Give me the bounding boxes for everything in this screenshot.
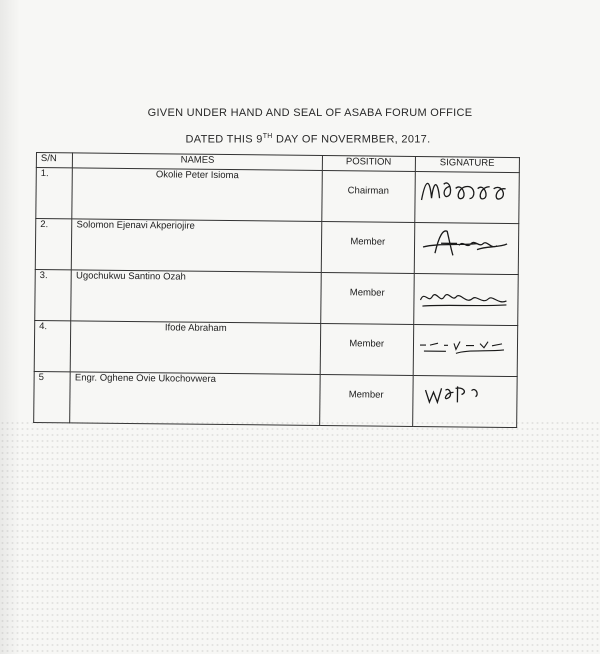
row-position: Chairman bbox=[322, 170, 415, 222]
signature-ugochukwu-icon bbox=[416, 276, 510, 311]
row-position: Member bbox=[320, 323, 413, 375]
row-signature bbox=[414, 171, 519, 223]
table-row bbox=[35, 269, 519, 325]
signature-okolie-icon bbox=[417, 174, 511, 207]
row-position: Member bbox=[321, 221, 414, 273]
row-signature bbox=[413, 273, 518, 325]
heading-seal-text: GIVEN UNDER HAND AND SEAL OF ASABA FORUM OFFICE bbox=[147, 107, 473, 119]
row-name: Ifode Abraham bbox=[70, 321, 320, 375]
heading-date-ordinal: TH bbox=[262, 133, 273, 140]
header-sn: S/N bbox=[36, 153, 72, 168]
members-table bbox=[33, 152, 520, 428]
row-name: Engr. Oghene Ovie Ukochovwera bbox=[70, 372, 320, 426]
row-sn: 4. bbox=[34, 320, 71, 371]
signature-solomon-icon bbox=[416, 225, 510, 260]
row-signature bbox=[413, 324, 518, 376]
table-row bbox=[36, 168, 520, 224]
row-name: Okolie Peter Isioma bbox=[72, 168, 322, 222]
row-sn: 2. bbox=[35, 219, 72, 270]
row-position: Member bbox=[320, 374, 413, 426]
header-signature: SIGNATURE bbox=[415, 156, 520, 172]
signature-oghene-icon bbox=[415, 378, 509, 409]
heading-date-prefix: DATED THIS 9 bbox=[185, 133, 263, 146]
row-position: Member bbox=[321, 272, 414, 324]
heading-date-suffix: DAY OF NOVERMBER, 2017. bbox=[272, 133, 431, 146]
row-signature bbox=[414, 222, 519, 274]
heading-seal-line bbox=[10, 107, 600, 119]
table-row bbox=[35, 219, 519, 275]
row-name: Solomon Ejenavi Akperiojire bbox=[72, 219, 322, 273]
header-names: NAMES bbox=[73, 153, 323, 171]
header-position: POSITION bbox=[322, 155, 415, 171]
heading-date-line bbox=[8, 133, 600, 146]
scan-noise bbox=[0, 420, 600, 654]
row-sn: 3. bbox=[35, 269, 72, 320]
row-sn: 1. bbox=[36, 168, 73, 219]
signature-ifode-icon bbox=[415, 327, 509, 362]
table-row bbox=[34, 320, 518, 376]
row-name: Ugochukwu Santino Ozah bbox=[71, 270, 321, 324]
row-sn: 5 bbox=[34, 371, 71, 422]
